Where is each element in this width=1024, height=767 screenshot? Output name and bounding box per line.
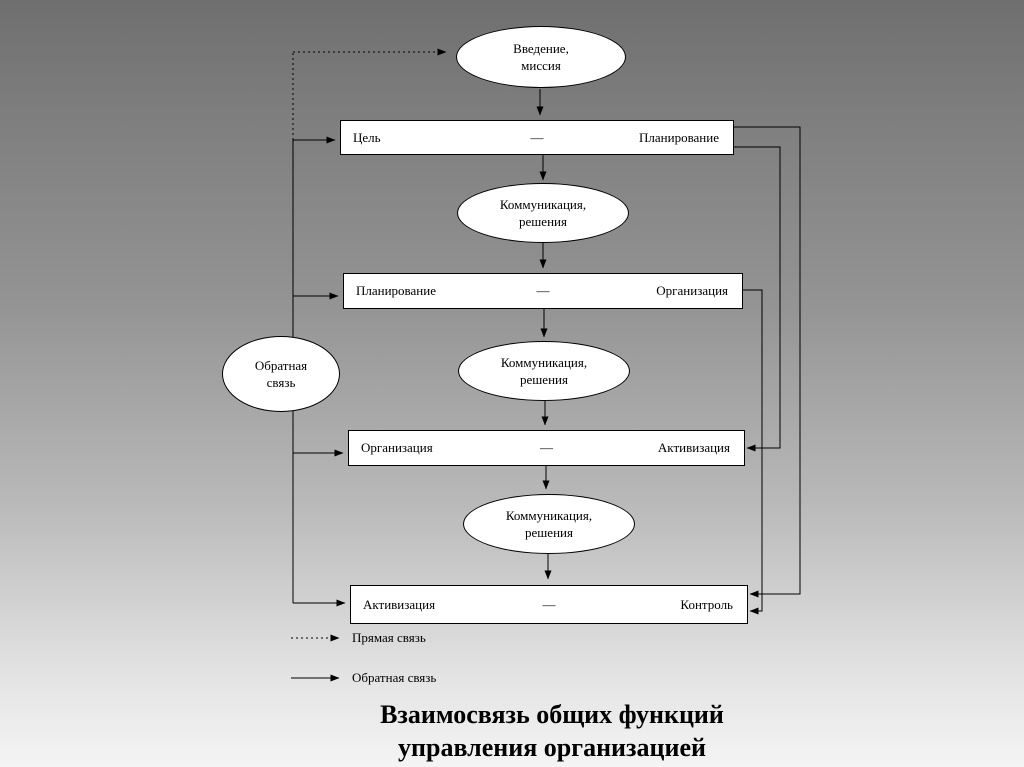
box-activation-control xyxy=(350,585,748,624)
ellipse-text-line: решения xyxy=(519,214,567,229)
box-dash: — xyxy=(540,440,553,455)
ellipse-text-line: Коммуникация, xyxy=(500,355,588,370)
slide-title-line2: управления организацией xyxy=(398,733,706,762)
box-dash: — xyxy=(536,283,550,298)
legend-label-direct-link: Прямая связь xyxy=(352,630,426,645)
ellipse-introduction-mission xyxy=(456,26,626,88)
ellipse-text-line: решения xyxy=(525,525,573,540)
ellipse-text-line: Коммуникация, xyxy=(499,197,587,212)
ellipse-communication-decisions-1 xyxy=(457,183,629,243)
box-right-label: Контроль xyxy=(680,596,733,612)
box-right-label: Планирование xyxy=(639,129,719,145)
ellipse-text-line: связь xyxy=(266,375,296,390)
box-goal-planning xyxy=(340,120,734,155)
ellipse-feedback xyxy=(222,336,340,412)
box-planning-organization xyxy=(343,273,743,309)
ellipse-text-line: Коммуникация, xyxy=(505,508,593,523)
box-organization-activation xyxy=(348,430,745,466)
feedback-right-lines xyxy=(732,127,800,611)
ellipse-text-line: миссия xyxy=(521,58,561,73)
box-dash: — xyxy=(530,129,544,145)
box-left-label: Активизация xyxy=(363,596,436,612)
slide-title-line1: Взаимосвязь общих функций xyxy=(380,700,724,729)
ellipse-communication-decisions-3 xyxy=(463,494,635,554)
box-right-label: Активизация xyxy=(657,440,730,455)
box-dash: — xyxy=(542,596,556,612)
box-right-label: Организация xyxy=(656,283,728,298)
box-left-label: Цель xyxy=(353,129,381,145)
legend-lines xyxy=(291,638,339,678)
ellipse-text-line: Введение, xyxy=(513,41,569,56)
ellipse-communication-decisions-2 xyxy=(458,341,630,401)
slide-title xyxy=(262,698,842,764)
box-left-label: Организация xyxy=(361,440,433,455)
legend-label-feedback: Обратная связь xyxy=(352,670,437,685)
box-left-label: Планирование xyxy=(356,283,436,298)
ellipse-text-line: решения xyxy=(520,372,568,387)
ellipse-text-line: Обратная xyxy=(254,358,308,373)
